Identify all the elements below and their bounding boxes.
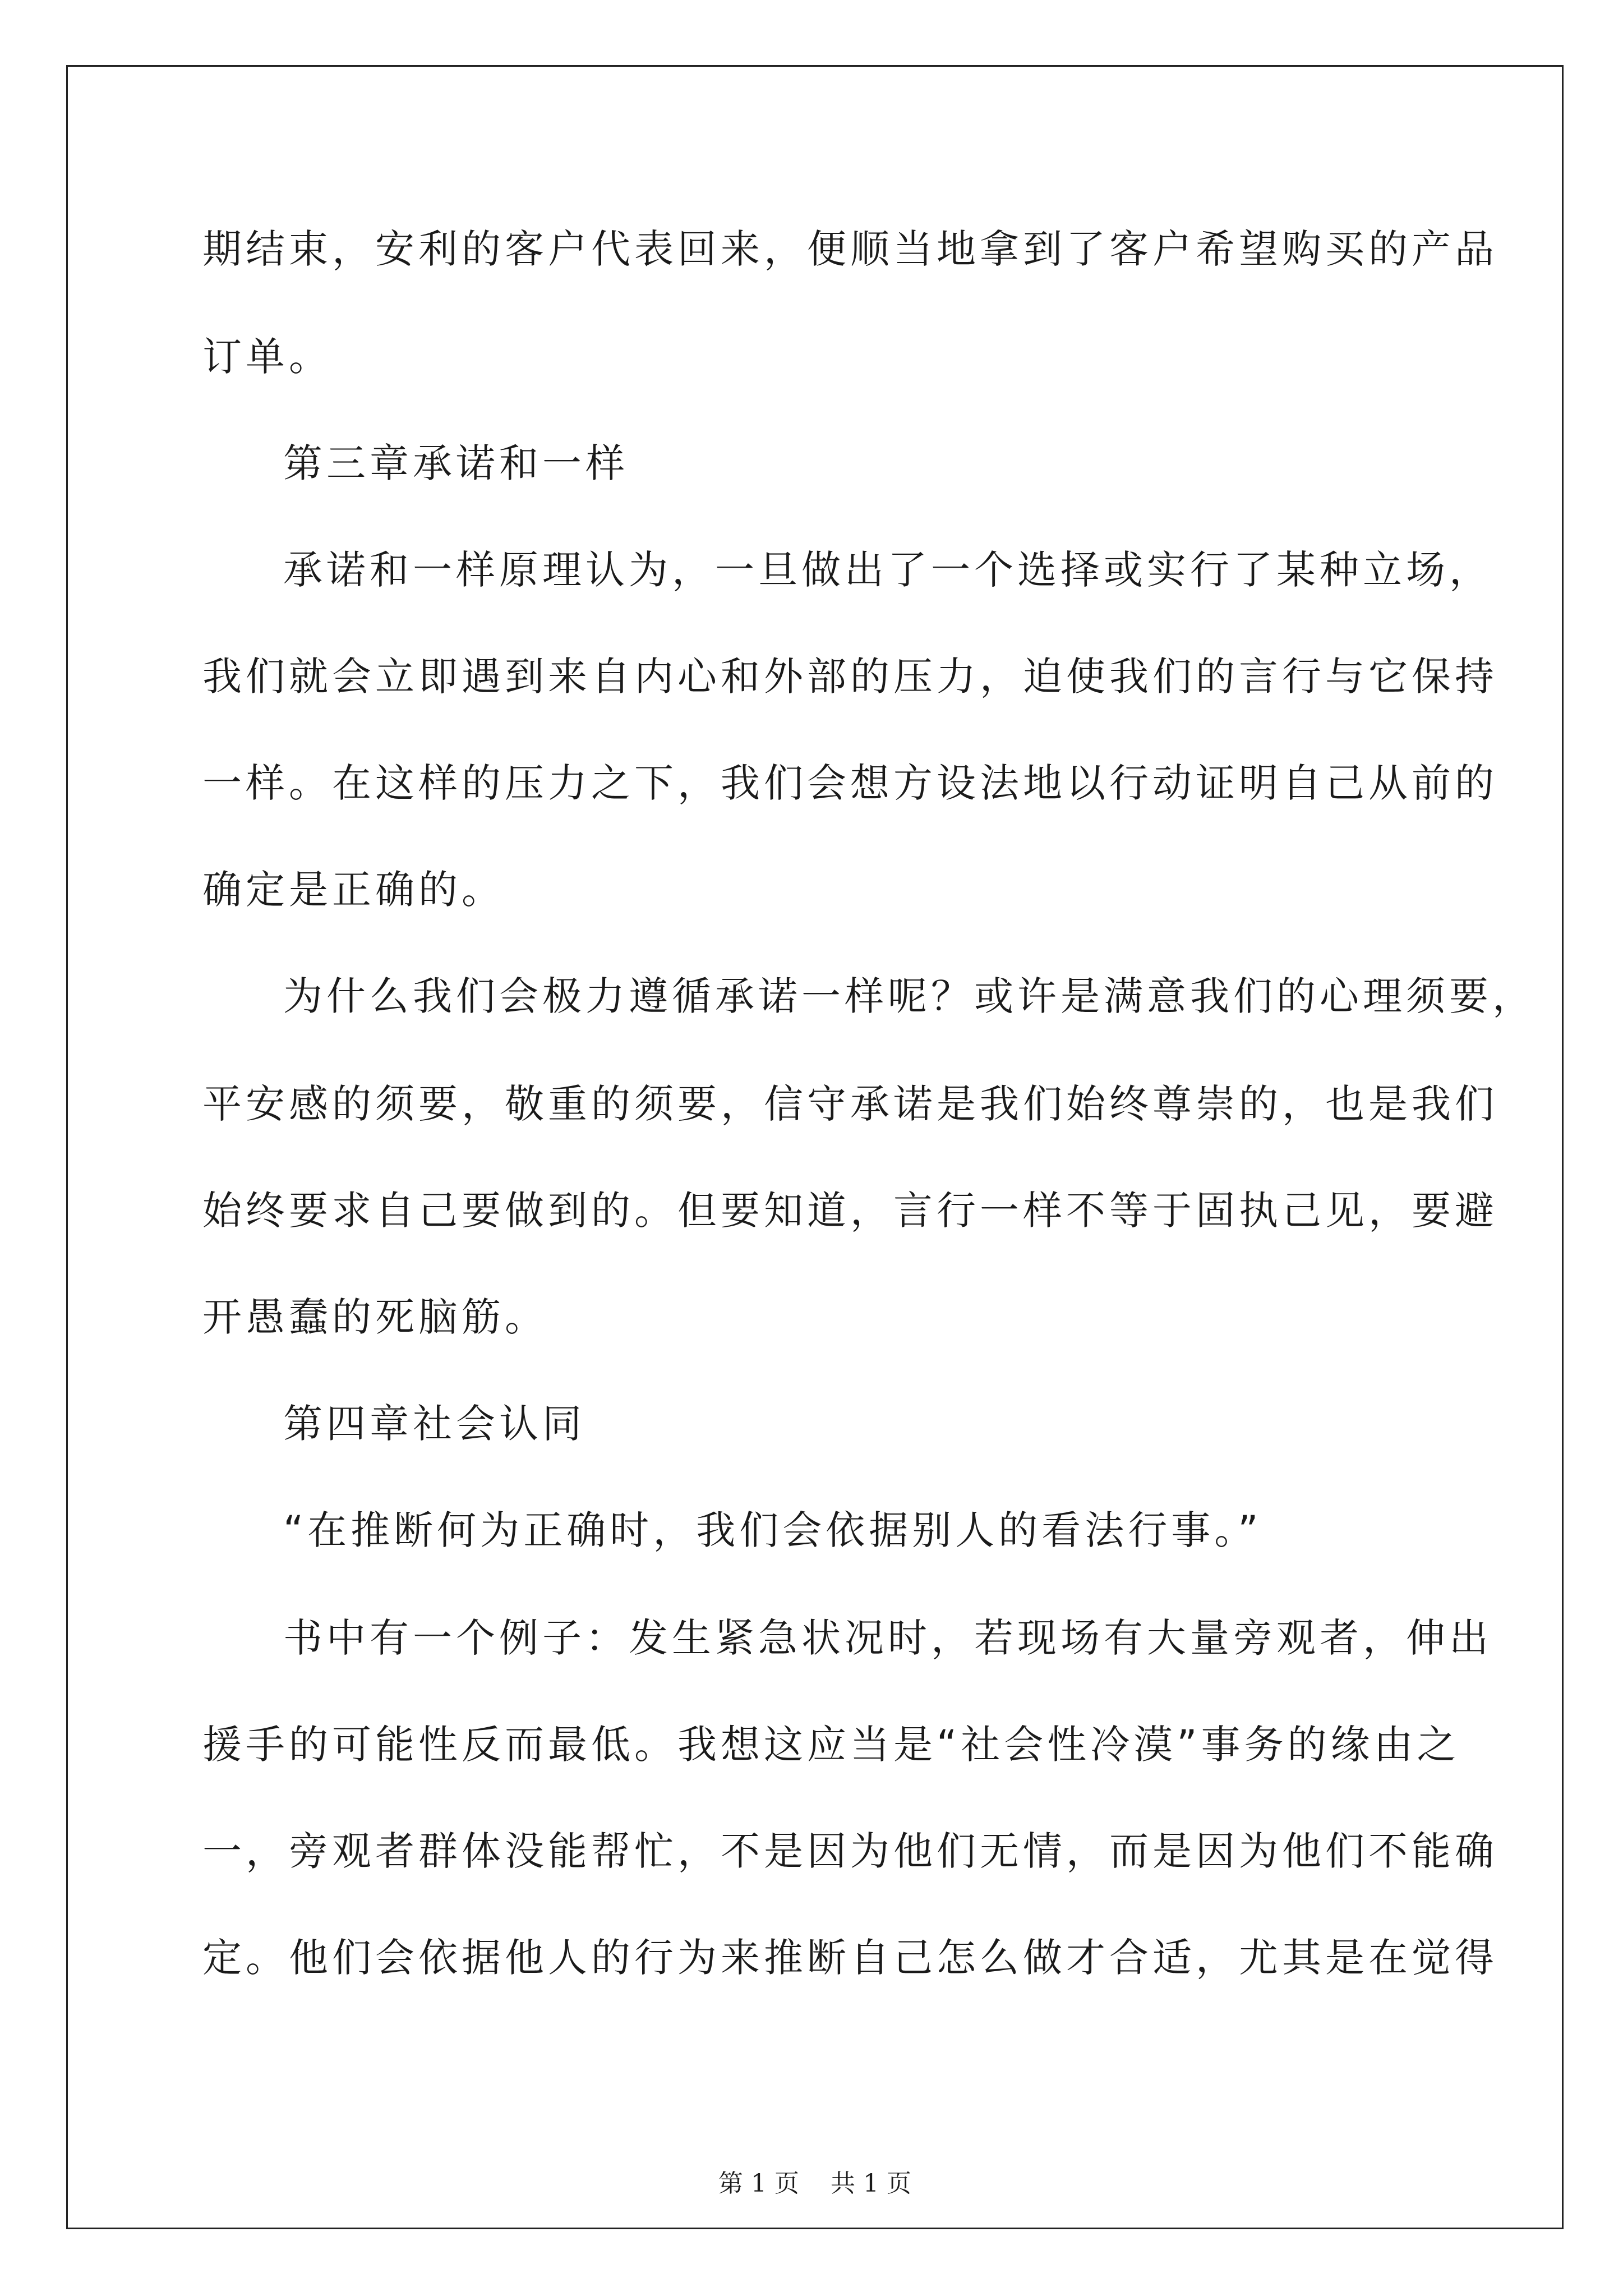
text-line: 始终要求自己要做到的。但要知道，言行一样不等于固执己见，要避 [202, 1188, 1498, 1234]
chapter-heading: 第三章承诺和一样 [283, 440, 629, 486]
text-line: 援手的可能性反而最低。我想这应当是“社会性冷漠”事务的缘由之 [202, 1722, 1460, 1768]
text-line: 一样。在这样的压力之下，我们会想方设法地以行动证明自己从前的 [202, 760, 1498, 806]
text-line: 定。他们会依据他人的行为来推断自己怎么做才合适，尤其是在觉得 [202, 1935, 1498, 1981]
page-total: 共 1 页 [831, 2169, 911, 2198]
text-line: 我们就会立即遇到来自内心和外部的压力，迫使我们的言行与它保持 [202, 654, 1498, 700]
text-line: 订单。 [202, 334, 332, 380]
text-line: 开愚蠢的死脑筋。 [202, 1294, 548, 1340]
page-number: 第 1 页 [718, 2169, 799, 2198]
chapter-heading: 第四章社会认同 [283, 1401, 585, 1447]
text-line: 确定是正确的。 [202, 867, 505, 913]
text-line: 一，旁观者群体没能帮忙，不是因为他们无情，而是因为他们不能确 [202, 1828, 1498, 1874]
text-line: 书中有一个例子：发生紧急状况时，若现场有大量旁观者，伸出 [283, 1615, 1492, 1661]
text-line: 承诺和一样原理认为，一旦做出了一个选择或实行了某种立场， [283, 547, 1492, 593]
text-line: 期结束，安利的客户代表回来，便顺当地拿到了客户希望购买的产品 [202, 226, 1498, 272]
page-footer [68, 2171, 1562, 2196]
page-frame [66, 65, 1564, 2229]
text-line: 平安感的须要，敬重的须要，信守承诺是我们始终尊崇的，也是我们 [202, 1081, 1498, 1127]
quote-line: “在推断何为正确时，我们会依据别人的看法行事。” [283, 1507, 1262, 1553]
text-line: 为什么我们会极力遵循承诺一样呢？或许是满意我们的心理须要， [283, 973, 1536, 1019]
